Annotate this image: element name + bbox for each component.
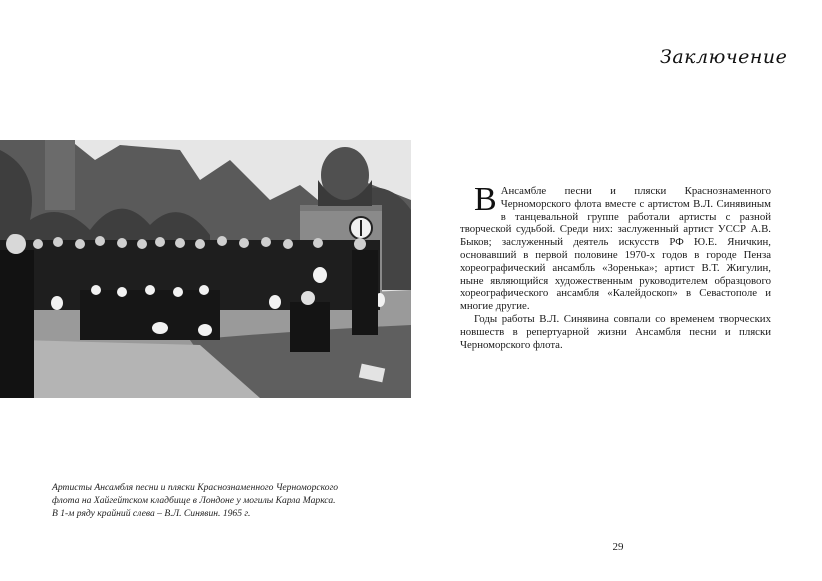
- historical-photo: [0, 140, 411, 398]
- photo-illustration: [0, 140, 411, 398]
- chapter-title: Заключение: [660, 46, 788, 68]
- paragraph-1-text: Ансамбле песни и пляски Краснознаменного Черноморского флота вместе с артистом В.Л. Синявиным в танцевальной группе работали артисты с разной творческой судьбой. Среди них: заслуженный артист УССР А.В. Быков; заслуженный деятель искусств РФ Ю.Е. Яничкин, основавший в первой половине 1970-х годов в городе Пенза хореографический ансамбль «Зоренька»; артист В.Т. Жигулин, ныне являющийся художественным руководителем образцового хореографического ансамбля «Калейдоскоп» в Севастополе и многие другие.: [460, 185, 771, 313]
- caption-line: Артисты Ансамбля песни и пляски Краснознаменного Черноморского: [52, 482, 339, 493]
- paragraph-1: [460, 181, 771, 313]
- paragraph-2: Годы работы В.Л. Синявина совпали со временем творческих новшеств в репертуарной жизни Ансамбля песни и пляски Черноморского флота.: [460, 312, 771, 351]
- caption-line: флота на Хайгейтском кладбище в Лондоне у могилы Карла Маркса.: [52, 495, 336, 506]
- page-number: 29: [612, 541, 624, 553]
- caption-line: В 1-м ряду крайний слева – В.Л. Синявин. 1965 г.: [52, 508, 251, 519]
- article-body: [460, 181, 771, 351]
- photo-caption: [52, 481, 362, 520]
- drop-cap: В: [474, 181, 497, 218]
